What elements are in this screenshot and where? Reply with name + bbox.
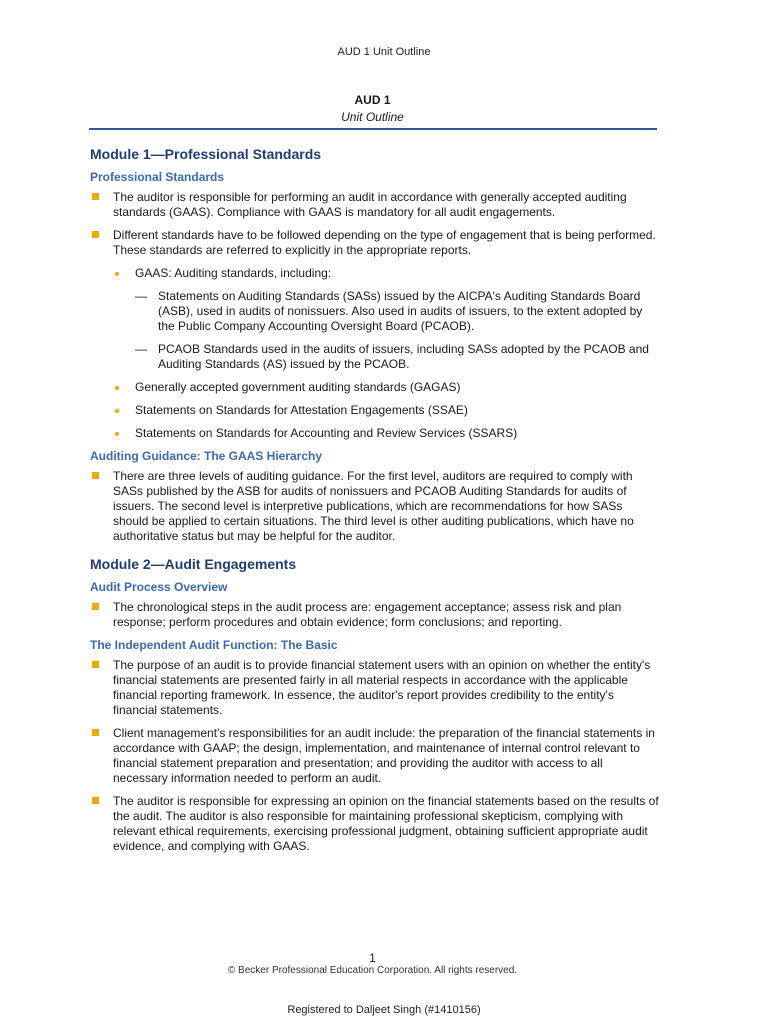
- dash-bullet-icon: —: [135, 342, 147, 356]
- square-bullet-icon: [92, 603, 99, 610]
- list-item: [90, 228, 660, 258]
- list-item-text: The auditor is responsible for expressing an opinion on the financial statements based on the results of the audit. The auditor is also responsible for maintaining professional skepticism, complying with relevant ethical requirements, exercising professional judgment, obtaining sufficient appropriate audit evidence, and complying with GAAS.: [113, 794, 659, 853]
- square-bullet-icon: [92, 661, 99, 668]
- registration-notice: Registered to Daljeet Singh (#1410156): [287, 1004, 481, 1016]
- sub-list-item: [90, 403, 660, 418]
- title-divider: [89, 128, 657, 130]
- section-heading-gaas-hierarchy: Auditing Guidance: The GAAS Hierarchy: [90, 449, 323, 463]
- dot-bullet-icon: [115, 409, 119, 413]
- list-item: [90, 190, 660, 220]
- section-heading-independent-audit: The Independent Audit Function: The Basic: [90, 638, 338, 652]
- copyright-notice: © Becker Professional Education Corporation. All rights reserved.: [227, 965, 518, 976]
- running-header: AUD 1 Unit Outline: [337, 46, 431, 58]
- list-item-text: Client management's responsibilities for an audit include: the preparation of the financial statements in accordance with GAAP; the design, implementation, and maintenance of internal control relevant to financial statement preparation and presentation; and providing the auditor with access to all necessary information needed to perform an audit.: [113, 726, 655, 785]
- document-body: [90, 146, 660, 862]
- list-item: [90, 658, 660, 718]
- square-bullet-icon: [92, 231, 99, 238]
- dash-list-item: [90, 289, 660, 334]
- list-item-text: Statements on Auditing Standards (SASs) issued by the AICPA's Auditing Standards Board (ASB), used in audits of nonissuers. Also used in audits of issuers, to the extent adopted by the Public Company Accounting Oversight Board (PCAOB).: [158, 289, 643, 333]
- square-bullet-icon: [92, 472, 99, 479]
- list-item-text: Different standards have to be followed depending on the type of engagement that is being performed. These standards are referred to explicitly in the appropriate reports.: [113, 228, 656, 257]
- dash-bullet-icon: —: [135, 289, 147, 303]
- dash-list-item: [90, 342, 660, 372]
- list-item-text: Statements on Standards for Accounting and Review Services (SSARS): [135, 426, 518, 440]
- sub-list-item: [90, 426, 660, 441]
- list-item-text: The chronological steps in the audit process are: engagement acceptance; assess risk and plan response; perform procedures and obtain evidence; form conclusions; and reporting.: [113, 600, 622, 629]
- document-title: AUD 1: [354, 93, 391, 107]
- list-item: [90, 794, 660, 854]
- list-item: [90, 600, 660, 630]
- module-1-heading: Module 1—Professional Standards: [90, 146, 322, 162]
- sub-list-item: [90, 266, 660, 281]
- square-bullet-icon: [92, 729, 99, 736]
- section-heading-professional-standards: Professional Standards: [90, 170, 225, 184]
- square-bullet-icon: [92, 193, 99, 200]
- list-item-text: Statements on Standards for Attestation Engagements (SSAE): [135, 403, 468, 417]
- list-item-text: PCAOB Standards used in the audits of issuers, including SASs adopted by the PCAOB and Auditing Standards (AS) issued by the PCAOB.: [158, 342, 649, 371]
- list-item-text: Generally accepted government auditing standards (GAGAS): [135, 380, 461, 394]
- dot-bullet-icon: [115, 272, 119, 276]
- section-heading-audit-process: Audit Process Overview: [90, 580, 228, 594]
- list-item-text: The purpose of an audit is to provide financial statement users with an opinion on whether the entity's financial statements are presented fairly in all material respects in accordance with the applicable financial reporting framework. In essence, the auditor's report provides credibility to the entity's financial statements.: [113, 658, 651, 717]
- document-subtitle: Unit Outline: [341, 110, 404, 124]
- page-number: 1: [369, 951, 376, 965]
- sub-list-item: [90, 380, 660, 395]
- list-item-text: The auditor is responsible for performing an audit in accordance with generally accepted auditing standards (GAAS). Compliance with GAAS is mandatory for all audit engagements.: [113, 190, 627, 219]
- square-bullet-icon: [92, 797, 99, 804]
- list-item-text: GAAS: Auditing standards, including:: [135, 266, 332, 280]
- dot-bullet-icon: [115, 386, 119, 390]
- module-2-heading: Module 2—Audit Engagements: [90, 556, 297, 572]
- dot-bullet-icon: [115, 432, 119, 436]
- list-item: [90, 469, 660, 544]
- list-item: [90, 726, 660, 786]
- list-item-text: There are three levels of auditing guidance. For the first level, auditors are required to comply with SASs published by the ASB for audits of nonissuers and PCAOB Auditing Standards for audits of issuers. The second level is interpretive publications, which are recommendations for how SASs should be applied to certain situations. The third level is other auditing publications, which have no authoritative status but may be helpful for the auditor.: [113, 469, 634, 543]
